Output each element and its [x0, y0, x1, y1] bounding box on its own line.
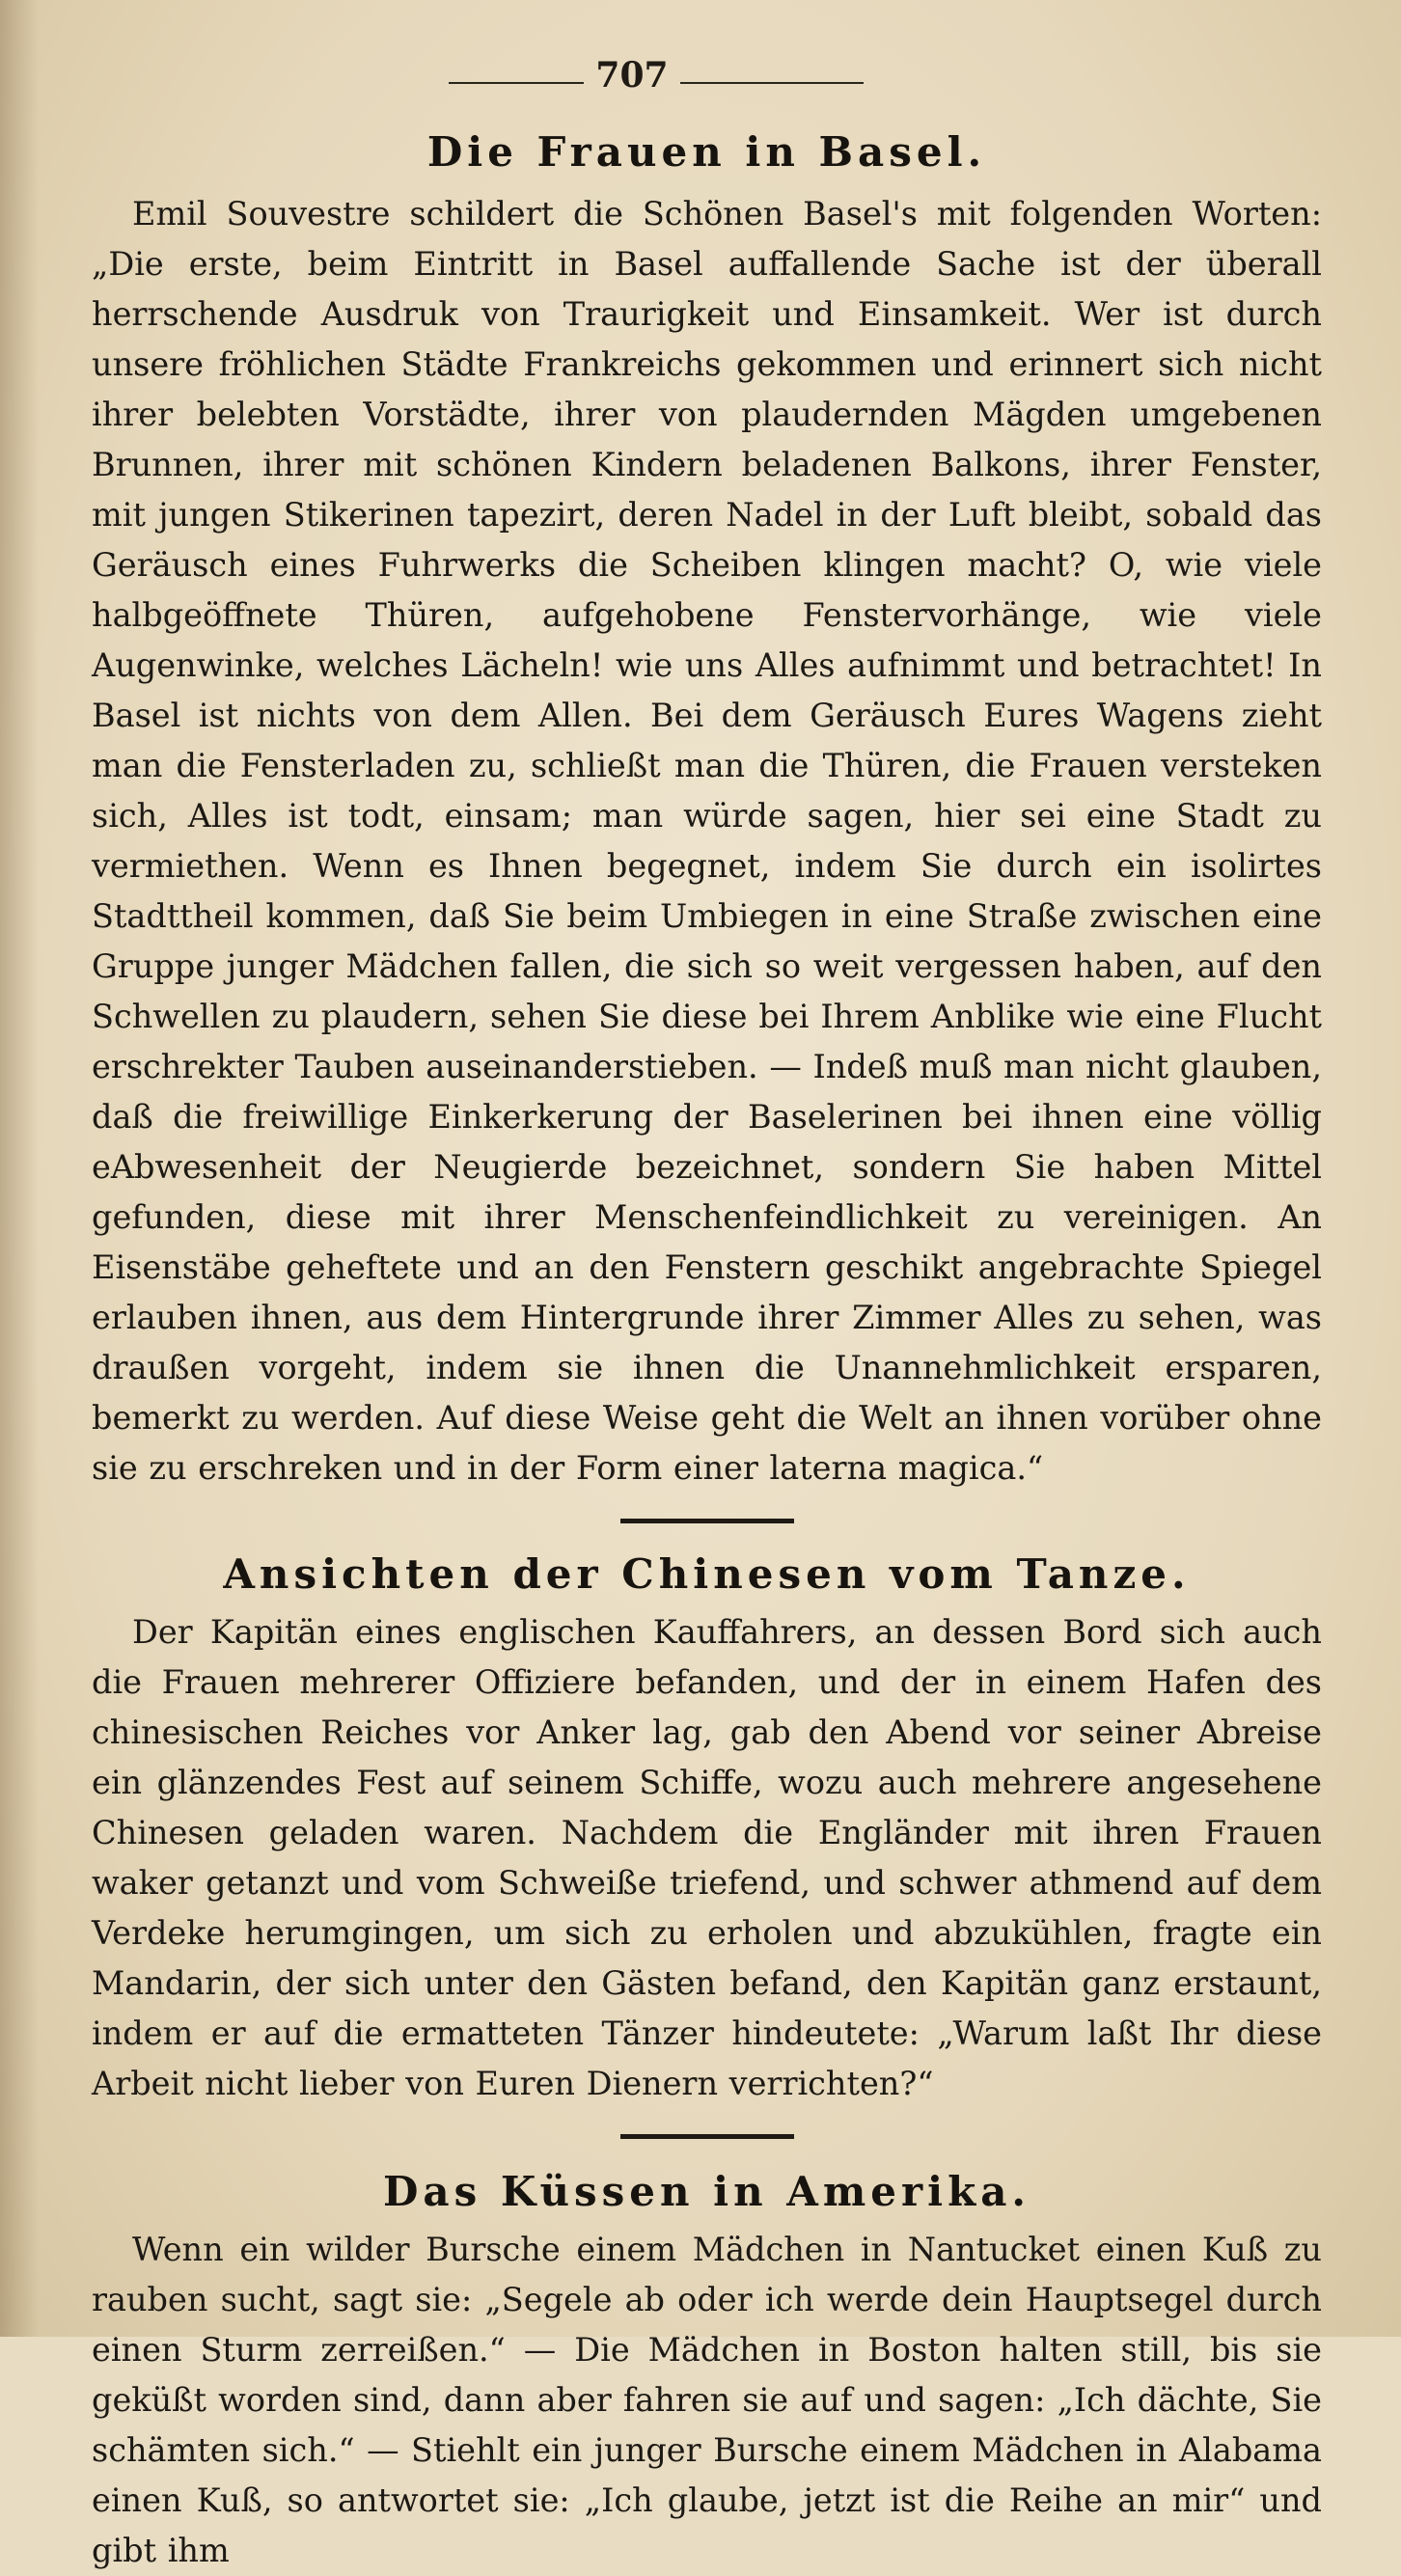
section-text-kuessen-amerika: Wenn ein wilder Bursche einem Mädchen in Nantucket einen Kuß zu rauben sucht, sagt sie: „Segele ab oder ich werde dein Hauptsegel durch einen Sturm zerreißen.“ — Die Mädchen in Boston halten still, bis sie geküßt worden sind, dann aber fahren sie auf und sagen: „Ich dächte, Sie schämten sich.“ — Stiehlt ein junger Bursche einem Mädchen in Alabama einen Kuß, so antwortet sie: „Ich glaube, jetzt ist die Reihe an mir“ und gibt ihm	[92, 2231, 1322, 2569]
section-text-frauen-basel: Emil Souvestre schildert die Schönen Basel's mit folgenden Worten: „Die erste, beim Eintritt in Basel auffallende Sache ist der überall herrschende Ausdruk von Traurigkeit und Einsamkeit. Wer ist durch unsere fröhlichen Städte Frankreichs gekommen und erinnert sich nicht ihrer belebten Vorstädte, ihrer von plaudernden Mägden umgebenen Brunnen, ihrer mit schönen Kindern beladenen Balkons, ihrer Fenster, mit jungen Stikerinen tapezirt, deren Nadel in der Luft bleibt, sobald das Geräusch eines Fuhrwerks die Scheiben klingen macht? O, wie viele halbgeöffnete Thüren, aufgehobene Fenstervorhänge, wie viele Augenwinke, welches Lächeln! wie uns Alles aufnimmt und betrachtet! In Basel ist nichts von dem Allen. Bei dem Geräusch Eures Wagens zieht man die Fensterladen zu, schließt man die Thüren, die Frauen versteken sich, Alles ist todt, einsam; man würde sagen, hier sei eine Stadt zu vermiethen. Wenn es Ihnen begegnet, indem Sie durch ein isolirtes Stadttheil kommen, daß Sie beim Umbiegen in eine Straße zwischen eine Gruppe junger Mädchen fallen, die sich so weit vergessen haben, auf den Schwellen zu plaudern, sehen Sie diese bei Ihrem Anblike wie eine Flucht erschrekter Tauben auseinanderstieben. — Indeß muß man nicht glauben, daß die freiwillige Einkerkerung der Baselerinen bei ihnen eine völlig eAbwesenheit der Neugierde bezeichnet, sondern Sie haben Mittel gefunden, diese mit ihrer Menschenfeindlichkeit zu vereinigen. An Eisenstäbe geheftete und an den Fenstern geschikt angebrachte Spiegel erlauben ihnen, aus dem Hintergrunde ihrer Zimmer Alles zu sehen, was draußen vorgeht, indem sie ihnen die Unannehmlichkeit ersparen, bemerkt zu werden. Auf diese Weise geht die Welt an ihnen vorüber ohne sie zu erschreken und in der Form einer laterna magica.“	[92, 195, 1322, 1487]
section-divider	[620, 1519, 794, 1523]
section-title-frauen-basel: Die Frauen in Basel.	[426, 128, 987, 176]
header-rule-right	[680, 82, 864, 84]
section-text-chinesen-tanze: Der Kapitän eines englischen Kauffahrers, an dessen Bord sich auch die Frauen mehrerer Offiziere befanden, und der in einem Hafen des chinesischen Reiches vor Anker lag, gab den Abend vor seiner Abreise ein glänzendes Fest auf seinem Schiffe, wozu auch mehrere angesehene Chinesen geladen waren. Nachdem die Engländer mit ihren Frauen waker getanzt und vom Schweiße triefend, und schwer athmend auf dem Verdeke herumgingen, um sich zu erholen und abzukühlen, fragte ein Mandarin, der sich unter den Gästen befand, den Kapitän ganz erstaunt, indem er auf die ermatteten Tänzer hindeutete: „Warum laßt Ihr diese Arbeit nicht lieber von Euren Dienern verrichten?“	[92, 1613, 1322, 2102]
page-header	[0, 53, 1401, 111]
section-divider	[620, 2134, 794, 2139]
page-content	[92, 121, 1322, 2576]
section-paragraph-kuessen-amerika	[92, 2225, 1322, 2576]
page-number: 707	[595, 55, 669, 96]
section-paragraph-frauen-basel	[92, 189, 1322, 1494]
spine-shadow	[0, 0, 39, 2337]
section-title-chinesen-tanze: Ansichten der Chinesen vom Tanze.	[223, 1550, 1191, 1598]
header-rule-left	[449, 82, 584, 84]
section-paragraph-chinesen-tanze	[92, 1607, 1322, 2109]
section-title-kuessen-amerika: Das Küssen in Amerika.	[382, 2168, 1031, 2215]
